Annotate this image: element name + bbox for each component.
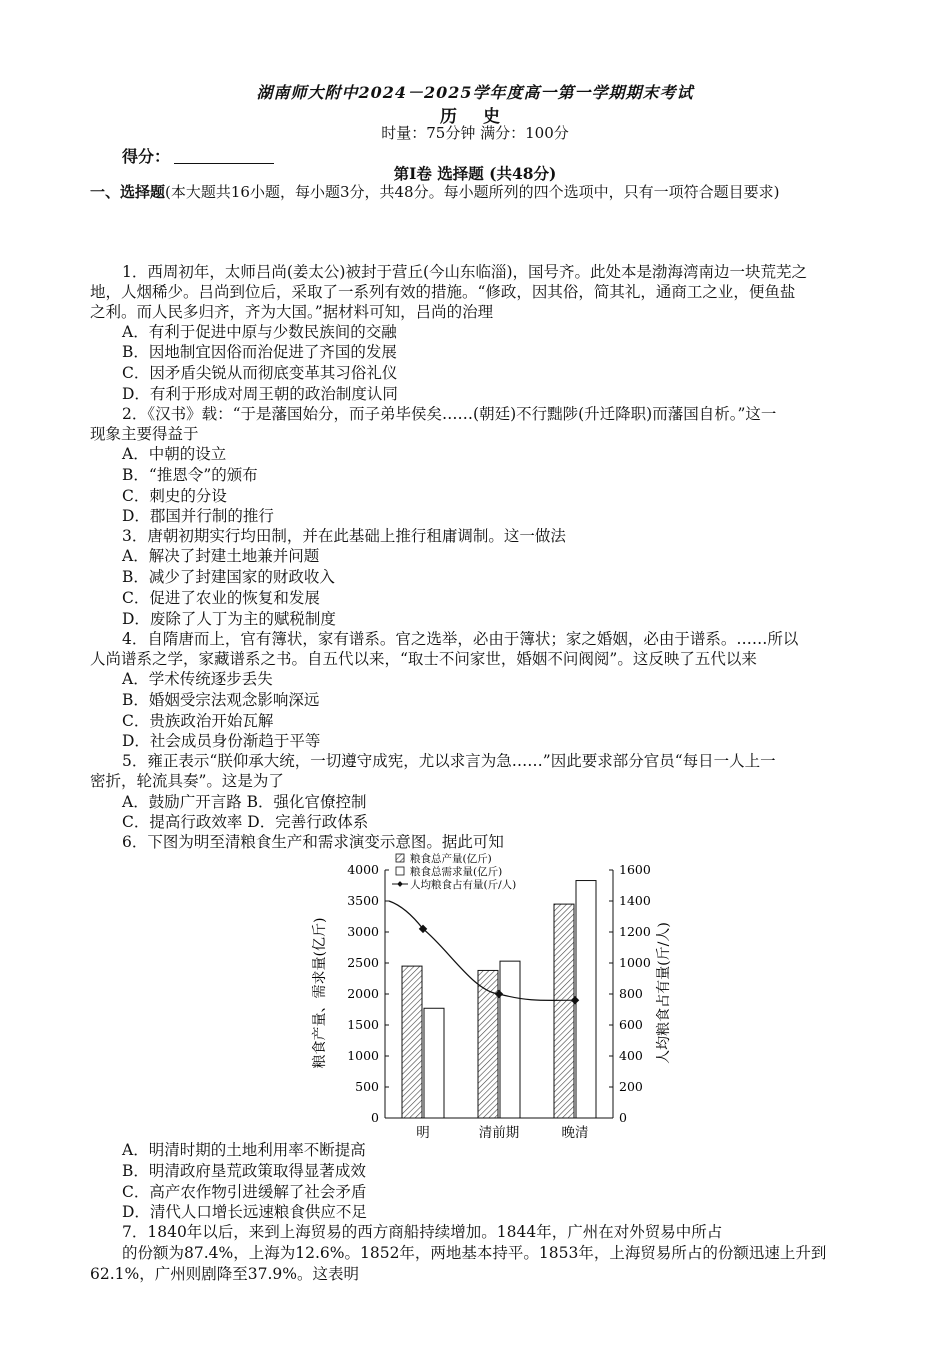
bar-production bbox=[554, 904, 574, 1118]
q1-stem-line: 之利。而人民多归齐，齐为大国。”据材料可知，吕尚的治理 bbox=[90, 303, 494, 321]
grain-chart-svg bbox=[300, 848, 680, 1140]
y2-tick-label: 800 bbox=[619, 986, 643, 1001]
exam-subject: 历 史 bbox=[440, 107, 510, 127]
y-tick-label: 0 bbox=[371, 1110, 379, 1125]
q4-option-b: B．婚姻受宗法观念影响深远 bbox=[122, 691, 320, 709]
q6-option-b: B．明清政府垦荒政策取得显著成效 bbox=[122, 1162, 366, 1180]
y-axis-label: 粮食产量、需求量(亿斤) bbox=[312, 917, 328, 1069]
y2-tick-label: 1000 bbox=[619, 955, 651, 970]
q3-option-a: A．解决了封建土地兼并问题 bbox=[122, 547, 320, 565]
q1-option-c: C．因矛盾尖锐从而彻底变革其习俗礼仪 bbox=[122, 364, 398, 382]
q2-option-c: C．刺史的分设 bbox=[122, 487, 227, 505]
q2-stem-line: 现象主要得益于 bbox=[90, 425, 199, 443]
q1-option-a: A．有利于促进中原与少数民族间的交融 bbox=[122, 323, 397, 341]
q5-options-ab: A．鼓励广开言路 B．强化官僚控制 bbox=[122, 793, 367, 811]
score-label: 得分： bbox=[122, 147, 171, 166]
y2-tick-label: 0 bbox=[619, 1110, 627, 1125]
y2-tick-label: 1200 bbox=[619, 924, 651, 939]
legend-swatch-production bbox=[396, 854, 404, 862]
q3-stem-line: 3．唐朝初期实行均田制，并在此基础上推行租庸调制。这一做法 bbox=[122, 527, 566, 545]
section-heading bbox=[90, 182, 860, 203]
legend-production: 粮食总产量(亿斤) bbox=[410, 853, 492, 865]
q1-option-b: B．因地制宜因俗而治促进了齐国的发展 bbox=[122, 343, 397, 361]
q6-stem-line: 6．下图为明至清粮食生产和需求演变示意图。据此可知 bbox=[122, 833, 504, 851]
q2-stem-line: 2．《汉书》载：“于是藩国始分，而子弟毕侯矣……(朝廷)不行黜陟(升迁降职)而藩国自析。”这一 bbox=[122, 405, 777, 423]
q5-stem-line: 密折，轮流具奏”。这是为了 bbox=[90, 772, 284, 790]
time-info: 时量：75分钟 满分：100分 bbox=[381, 124, 569, 142]
section-title: 一、选择题 bbox=[90, 183, 166, 201]
exam-title: 湖南师大附中2024－2025学年度高一第一学期期末考试 bbox=[256, 83, 694, 102]
y2-tick-label: 600 bbox=[619, 1017, 643, 1032]
y2-tick-label: 1400 bbox=[619, 893, 651, 908]
q1-stem-line: 1．西周初年，太师吕尚(姜太公)被封于营丘(今山东临淄)，国号齐。此处本是渤海湾南边一块荒芜之 bbox=[122, 263, 808, 281]
y2-axis-label: 人均粮食占有量(斤/人) bbox=[656, 922, 672, 1064]
q3-option-b: B．减少了封建国家的财政收入 bbox=[122, 568, 335, 586]
q4-stem-line: 人尚谱系之学，家藏谱系之书。自五代以来，“取士不问家世，婚姻不问阀阅”。这反映了五代以来 bbox=[90, 650, 757, 668]
q1-stem-line: 地，人烟稀少。吕尚到位后，采取了一系列有效的措施。“修政，因其俗，简其礼，通商工之业，便鱼盐 bbox=[90, 283, 796, 301]
legend-marker-sample bbox=[397, 881, 403, 887]
y2-tick-label: 1600 bbox=[619, 862, 651, 877]
legend-swatch-demand bbox=[396, 867, 404, 875]
q6-option-c: C．高产农作物引进缓解了社会矛盾 bbox=[122, 1183, 367, 1201]
bar-demand bbox=[500, 961, 520, 1118]
q6-option-d: D．清代人口增长远速粮食供应不足 bbox=[122, 1203, 367, 1221]
q2-option-d: D．郡国并行制的推行 bbox=[122, 507, 274, 525]
bar-production bbox=[402, 966, 422, 1118]
x-tick-label: 晚清 bbox=[561, 1125, 589, 1140]
y2-tick-label: 200 bbox=[619, 1079, 643, 1094]
q4-stem-line: 4．自隋唐而上，官有簿状，家有谱系。官之选举，必由于簿状；家之婚姻，必由于谱系。……所以 bbox=[122, 630, 799, 648]
y2-tick-label: 400 bbox=[619, 1048, 643, 1063]
q5-options-cd: C．提高行政效率 D．完善行政体系 bbox=[122, 813, 369, 831]
q4-option-c: C．贵族政治开始瓦解 bbox=[122, 712, 274, 730]
q4-option-a: A．学术传统逐步丢失 bbox=[122, 670, 273, 688]
x-tick-label: 清前期 bbox=[478, 1125, 520, 1140]
q4-option-d: D．社会成员身份渐趋于平等 bbox=[122, 732, 321, 750]
bar-demand bbox=[424, 1008, 444, 1118]
q5-stem-line: 5．雍正表示“朕仰承大统，一切遵守成宪，尤以求言为急……”因此要求部分官员“每日一人上一 bbox=[122, 752, 776, 770]
x-tick-label: 明 bbox=[416, 1125, 430, 1140]
q3-option-c: C．促进了农业的恢复和发展 bbox=[122, 589, 320, 607]
y-tick-label: 3000 bbox=[347, 924, 379, 939]
part-title: 第Ⅰ卷 选择题 (共48分) bbox=[393, 164, 557, 183]
q2-option-b: B．“推恩令”的颁布 bbox=[122, 466, 258, 484]
q7-stem-line: 的份额为87.4%，上海为12.6%。1852年，两地基本持平。1853年，上海贸易所占的份额迅速上升到 bbox=[122, 1244, 827, 1262]
y-tick-label: 2500 bbox=[347, 955, 379, 970]
q3-option-d: D．废除了人丁为主的赋税制度 bbox=[122, 610, 336, 628]
y-tick-label: 2000 bbox=[347, 986, 379, 1001]
q1-option-d: D．有利于形成对周王朝的政治制度认同 bbox=[122, 385, 398, 403]
q7-stem-line: 62.1%，广州则剧降至37.9%。这表明 bbox=[90, 1265, 359, 1283]
bar-production bbox=[478, 970, 498, 1118]
y-tick-label: 1000 bbox=[347, 1048, 379, 1063]
q7-stem-line: 7．1840年以后，来到上海贸易的西方商船持续增加。1844年，广州在对外贸易中所占 bbox=[122, 1223, 723, 1241]
legend-per-capita: 人均粮食占有量(斤/人) bbox=[410, 879, 517, 891]
q2-option-a: A．中朝的设立 bbox=[122, 445, 227, 463]
section-desc: (本大题共16小题，每小题3分，共48分。每小题所列的四个选项中，只有一项符合题目要求) bbox=[165, 183, 780, 201]
q6-option-a: A．明清时期的土地利用率不断提高 bbox=[122, 1141, 366, 1159]
y-tick-label: 500 bbox=[355, 1079, 379, 1094]
legend-demand: 粮食总需求量(亿斤) bbox=[410, 866, 503, 878]
y-tick-label: 4000 bbox=[347, 862, 379, 877]
y-tick-label: 1500 bbox=[347, 1017, 379, 1032]
bar-demand bbox=[576, 881, 596, 1118]
y-tick-label: 3500 bbox=[347, 893, 379, 908]
grain-chart bbox=[300, 848, 680, 1140]
